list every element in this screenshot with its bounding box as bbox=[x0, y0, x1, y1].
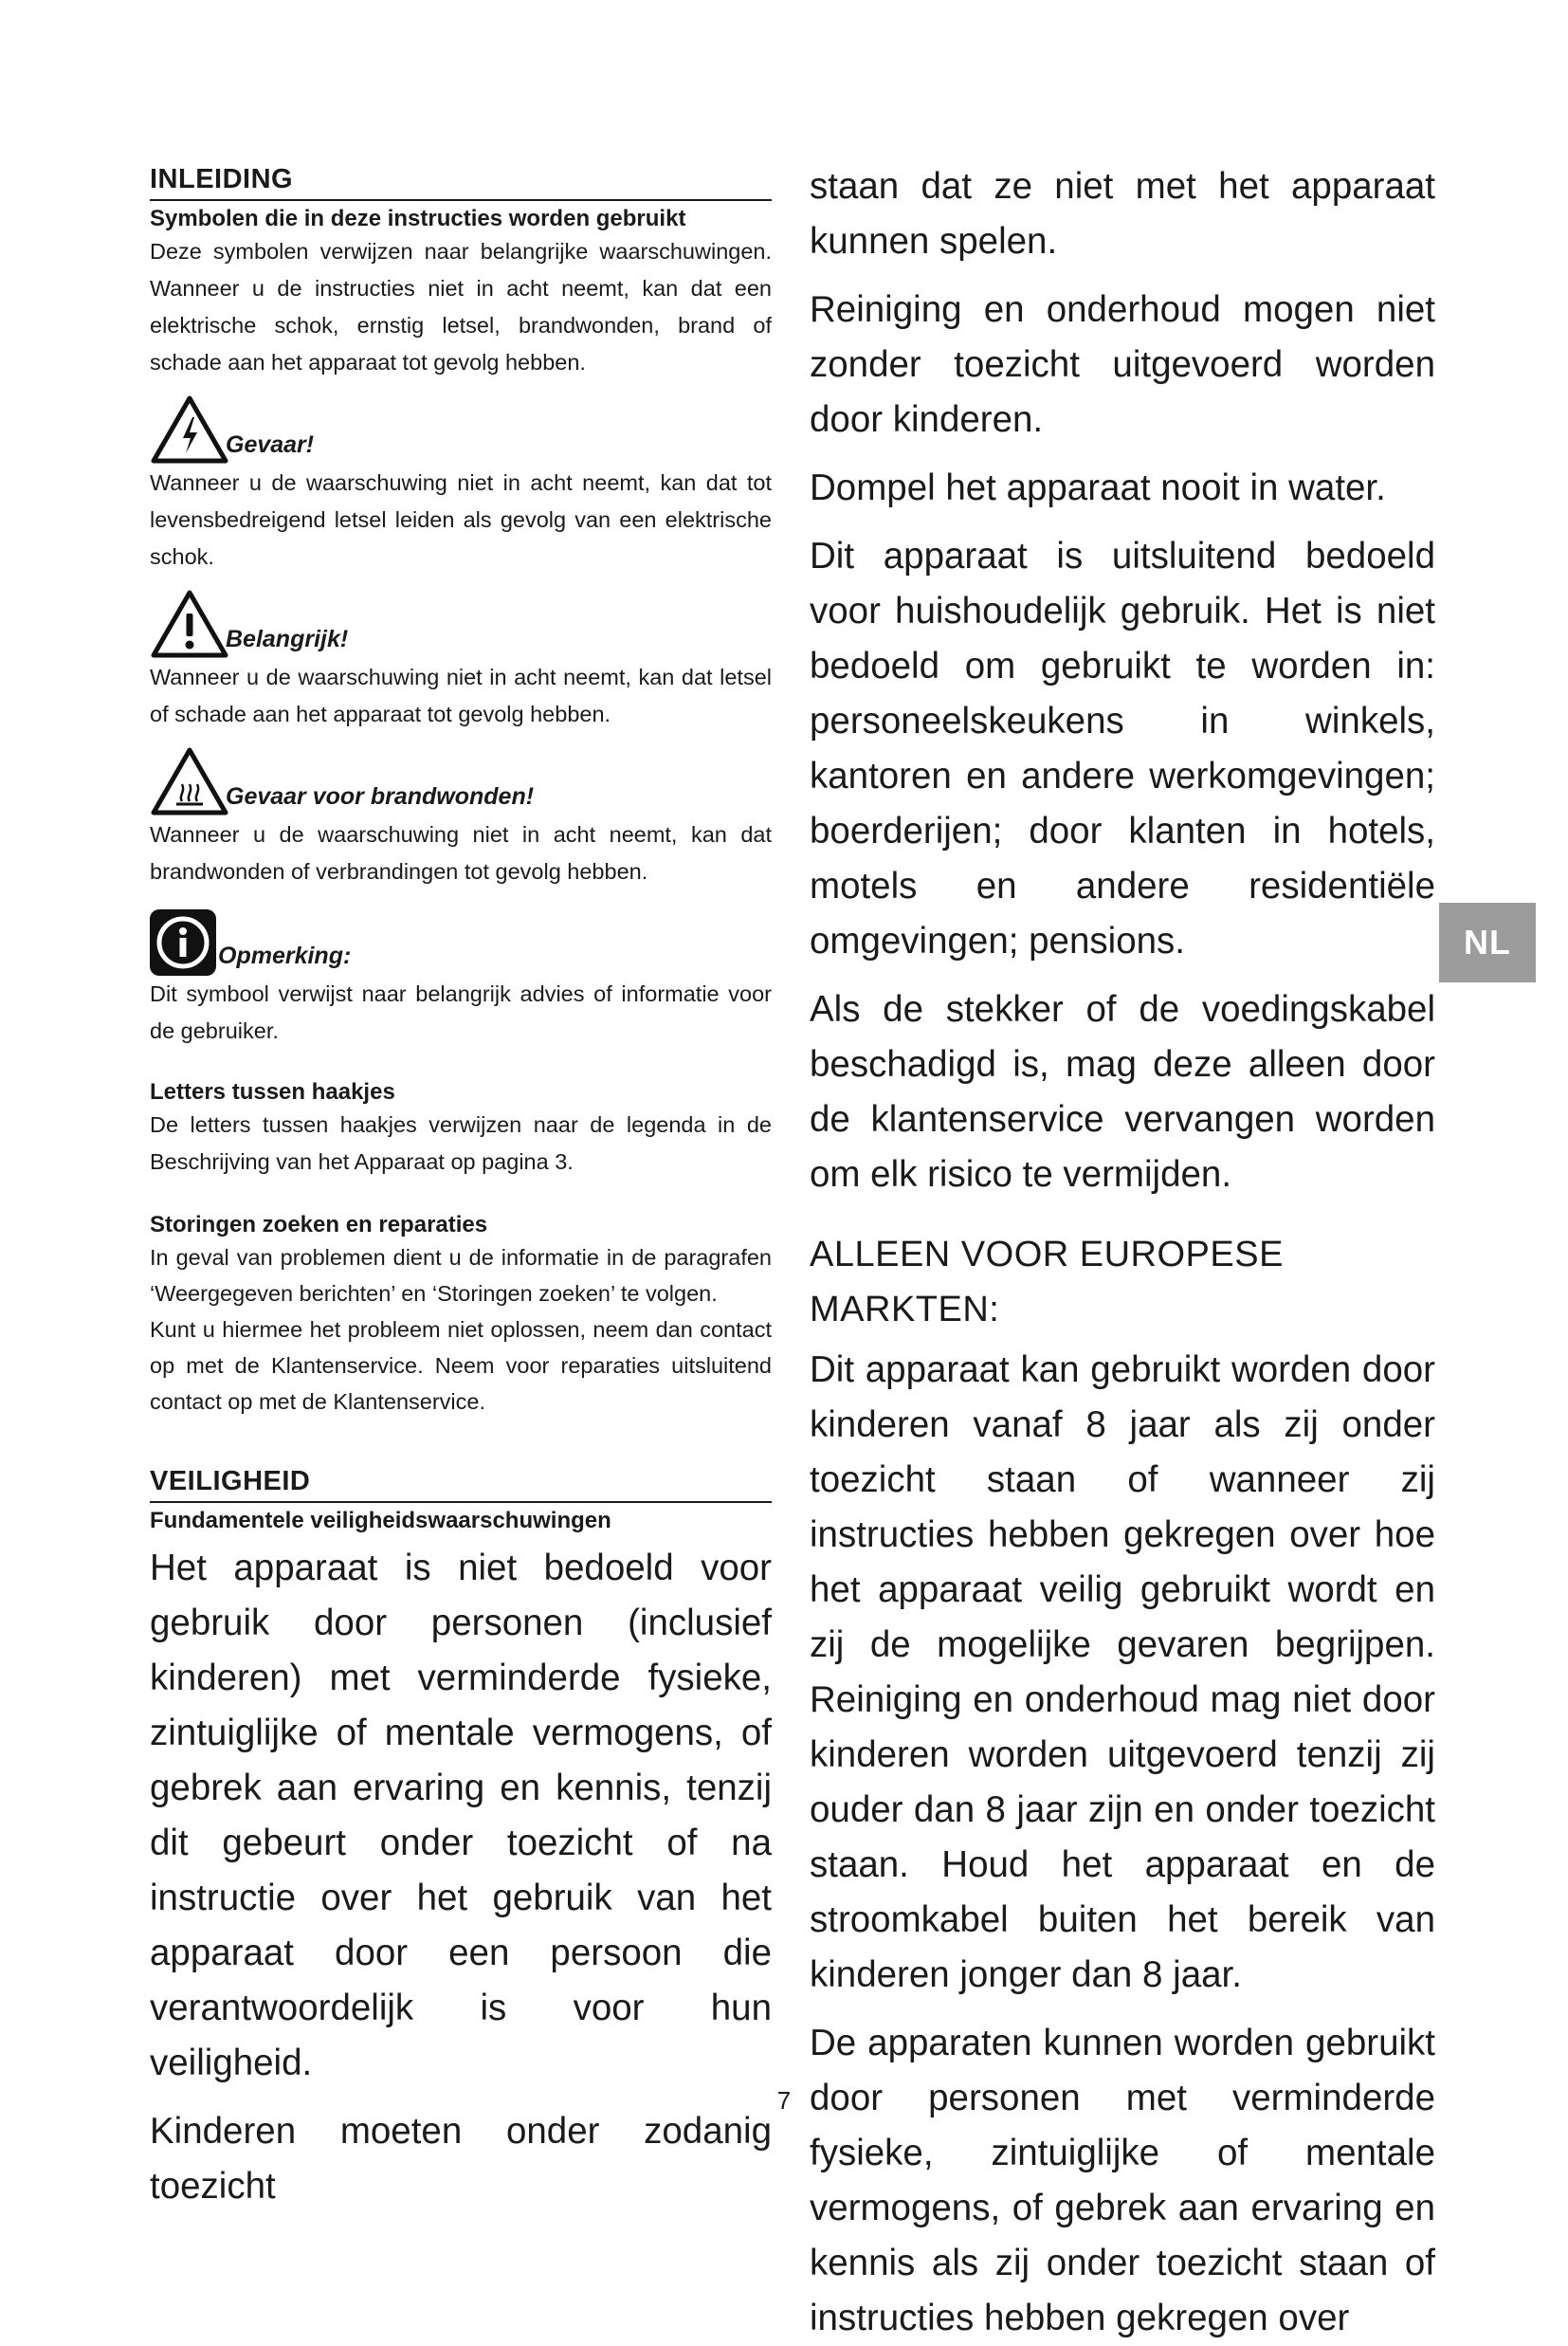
exclamation-warning-icon bbox=[150, 589, 229, 659]
letters-text: De letters tussen haakjes verwijzen naar de legenda in de Beschrijving van het Apparaat op pagina 3. bbox=[150, 1112, 772, 1174]
warning-important-label: Belangrijk! bbox=[226, 626, 349, 652]
eu-markets-heading: ALLEEN VOOR EUROPESE MARKTEN: bbox=[810, 1235, 1284, 1329]
right-paragraph-6: Dit apparaat kan gebruikt worden door kinderen vanaf 8 jaar als zij onder toezicht staan of wanneer zij instructies hebben gekregen over hoe het apparaat veilig gebruikt wordt en zij de mogelijke gevaren begrijpen. Reiniging en onderhoud mag niet door kinderen worden uitgevoerd tenzij zij ouder dan 8 jaar zijn en onder toezicht staan. Houd het apparaat en de stroomkabel buiten het bereik van kinderen jonger dan 8 jaar. bbox=[810, 1349, 1435, 1995]
language-tab: NL bbox=[1439, 903, 1536, 982]
right-paragraph-1: staan dat ze niet met het apparaat kunnen spelen. bbox=[810, 166, 1435, 262]
right-paragraph-7: De apparaten kunnen worden gebruikt door personen met verminderde fysieke, zintuiglijke of mentale vermogens, of gebrek aan ervaring en kennis als zij onder toezicht staan of instructies hebben gekregen over bbox=[810, 2023, 1435, 2338]
warning-danger-text: Wanneer u de waarschuwing niet in acht neemt, kan dat tot levensbedreigend letsel leiden als gevolg van een elektrische schok. bbox=[150, 470, 772, 569]
right-paragraph-2: Reiniging en onderhoud mogen niet zonder toezicht uitgevoerd worden door kinderen. bbox=[810, 289, 1435, 440]
right-paragraph-4: Dit apparaat is uitsluitend bedoeld voor huishoudelijk gebruik. Het is niet bedoeld om gebruikt te worden in: personeelskeukens in winkels, kantoren en andere werkomgevingen; boerderijen; door klanten in hotels, motels en andere residentiële omgevingen; pensions. bbox=[810, 536, 1435, 962]
symbols-subhead: Symbolen die in deze instructies worden gebruikt bbox=[150, 206, 686, 231]
warning-important-text: Wanneer u de waarschuwing niet in acht neemt, kan dat letsel of schade aan het apparaat tot gevolg hebben. bbox=[150, 665, 772, 726]
warning-burn-label: Gevaar voor brandwonden! bbox=[226, 783, 535, 810]
hot-surface-icon bbox=[150, 746, 229, 816]
warning-danger bbox=[150, 394, 772, 465]
warning-important bbox=[150, 589, 772, 659]
note bbox=[150, 900, 772, 976]
warning-danger-label: Gevaar! bbox=[226, 431, 315, 458]
troubleshoot-text-1: In geval van problemen dient u de informatie in de paragrafen ‘Weergegeven berichten’ en ‘Storingen zoeken’ te volgen. bbox=[150, 1245, 772, 1306]
safety-text-2: Kinderen moeten onder zodanig toezicht bbox=[150, 2111, 772, 2207]
symbols-text: Deze symbolen verwijzen naar belangrijke waarschuwingen. Wanneer u de instructies niet in acht neemt, kan dat een elektrische schok, ernstig letsel, brandwonden, brand of schade aan het apparaat tot gevolg hebben. bbox=[150, 239, 772, 375]
troubleshoot-text-2: Kunt u hiermee het probleem niet oplossen, neem dan contact op met de Klantenservice. Neem voor reparaties uitsluitend contact op met de Klantenservice. bbox=[150, 1317, 772, 1414]
right-column bbox=[810, 159, 1435, 2346]
warning-burn-text: Wanneer u de waarschuwing niet in acht neemt, kan dat brandwonden of verbrandingen tot gevolg hebben. bbox=[150, 822, 772, 884]
note-label: Opmerking: bbox=[218, 943, 352, 969]
safety-subhead: Fundamentele veiligheidswaarschuwingen bbox=[150, 1508, 611, 1533]
left-column bbox=[150, 163, 772, 2214]
intro-title: INLEIDING bbox=[150, 164, 294, 194]
right-paragraph-5: Als de stekker of de voedingskabel beschadigd is, mag deze alleen door de klantenservice vervangen worden om elk risico te vermijden. bbox=[810, 989, 1435, 1195]
letters-subhead: Letters tussen haakjes bbox=[150, 1079, 395, 1105]
safety-title: VEILIGHEID bbox=[150, 1466, 311, 1496]
note-text: Dit symbool verwijst naar belangrijk advies of informatie voor de gebruiker. bbox=[150, 981, 772, 1043]
page-number: 7 bbox=[776, 2086, 792, 2115]
safety-rule bbox=[150, 1501, 772, 1503]
right-paragraph-3: Dompel het apparaat nooit in water. bbox=[810, 467, 1386, 508]
info-icon bbox=[150, 909, 216, 976]
troubleshoot-subhead: Storingen zoeken en reparaties bbox=[150, 1212, 488, 1237]
intro-rule bbox=[150, 199, 772, 201]
warning-burn bbox=[150, 746, 772, 816]
safety-text-1: Het apparaat is niet bedoeld voor gebruik door personen (inclusief kinderen) met verminderde fysieke, zintuiglijke of mentale vermogens, of gebrek aan ervaring en kennis, tenzij dit gebeurt onder toezicht of na instructie over het gebruik van het apparaat door een persoon die verantwoordelijk is voor hun veiligheid. bbox=[150, 1548, 772, 2083]
electric-hazard-icon bbox=[150, 394, 229, 465]
